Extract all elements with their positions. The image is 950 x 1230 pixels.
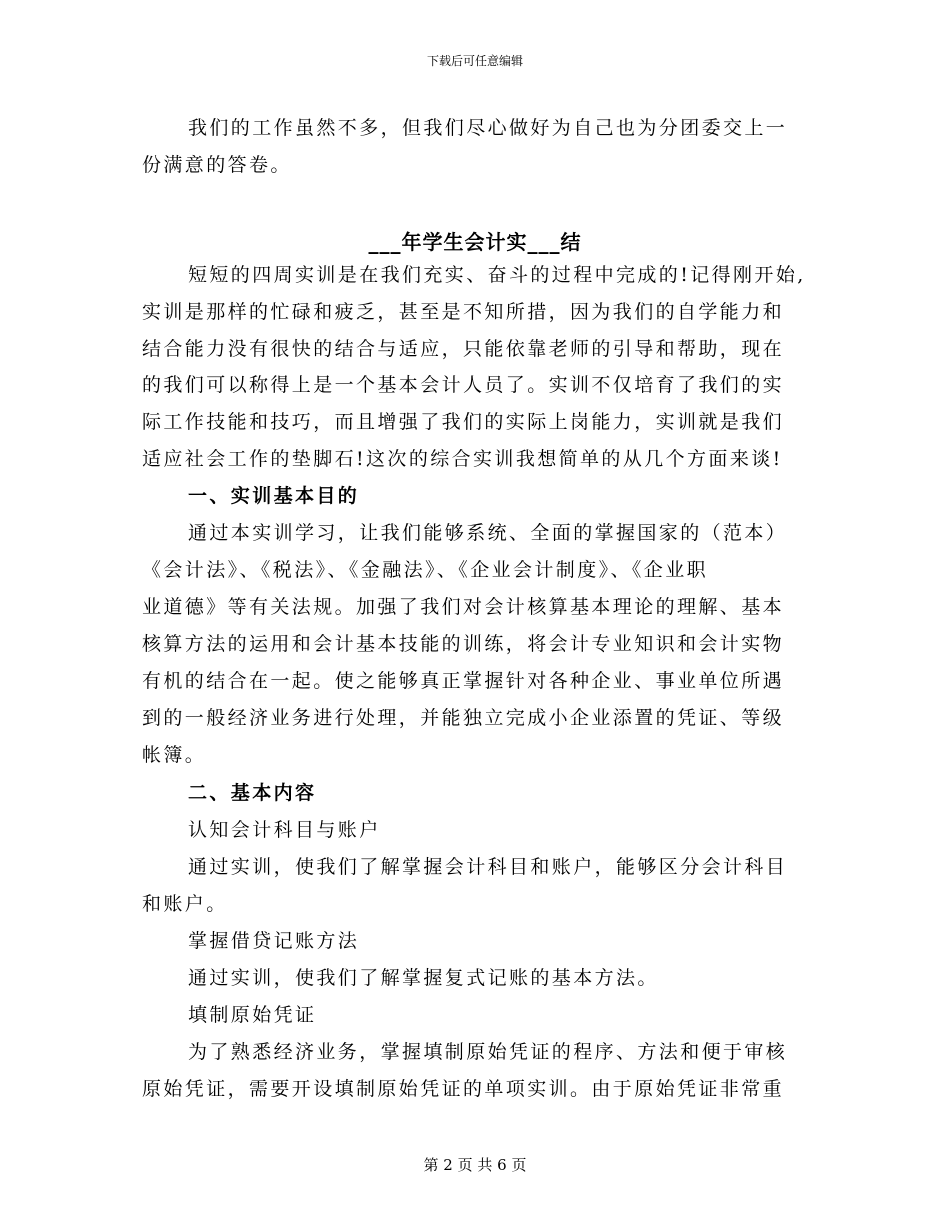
paragraph-line: 有机的结合在一起。使之能够真正掌握针对各种企业、事业单位所遇 — [142, 670, 785, 692]
paragraph-line: 通过实训，使我们了解掌握会计科目和账户，能够区分会计科目 — [188, 856, 788, 878]
paragraph-line: 为了熟悉经济业务，掌握填制原始凭证的程序、方法和便于审核 — [188, 1041, 788, 1063]
paragraph-line: 的我们可以称得上是一个基本会计人员了。实训不仅培育了我们的实 — [142, 374, 785, 396]
paragraph-line: 通过实训，使我们了解掌握复式记账的基本方法。 — [188, 967, 659, 989]
paragraph-line: 原始凭证，需要开设填制原始凭证的单项实训。由于原始凭证非常重 — [142, 1078, 785, 1100]
intro-line: 我们的工作虽然不多，但我们尽心做好为自己也为分团委交上一 — [188, 117, 788, 139]
paragraph-line: 短短的四周实训是在我们充实、奋斗的过程中完成的!记得刚开始, — [188, 264, 806, 286]
document-title: ___年学生会计实___结 — [368, 230, 582, 254]
page-header: 下载后可任意编辑 — [426, 54, 523, 68]
paragraph-line: 际工作技能和技巧，而且增强了我们的实际上岗能力，实训就是我们 — [142, 411, 785, 433]
paragraph-line: 结合能力没有很快的结合与适应，只能依靠老师的引导和帮助，现在 — [142, 338, 785, 360]
section-heading: 二、基本内容 — [188, 782, 317, 804]
paragraph-line: 通过本实训学习，让我们能够系统、全面的掌握国家的（范本） — [188, 522, 788, 544]
paragraph-line: 业道德》等有关法规。加强了我们对会计核算基本理论的理解、基本 — [142, 596, 785, 618]
subsection-title: 填制原始凭证 — [188, 1004, 317, 1026]
page-number: 第 2 页 共 6 页 — [423, 1156, 527, 1174]
paragraph-line: 实训是那样的忙碌和疲乏，甚至是不知所措，因为我们的自学能力和 — [142, 301, 785, 323]
paragraph-line: 到的一般经济业务进行处理，并能独立完成小企业添置的凭证、等级 — [142, 707, 785, 729]
paragraph-line: 核算方法的运用和会计基本技能的训练，将会计专业知识和会计实物 — [142, 633, 785, 655]
intro-line: 份满意的答卷。 — [142, 154, 292, 176]
paragraph-line: 帐簿。 — [142, 744, 207, 766]
section-heading: 一、实训基本目的 — [188, 485, 360, 507]
paragraph-line: 《会计法》、《税法》、《金融法》、《企业会计制度》、《企业职 — [142, 559, 709, 581]
subsection-title: 认知会计科目与账户 — [188, 819, 381, 841]
paragraph-line: 和账户。 — [142, 893, 228, 915]
subsection-title: 掌握借贷记账方法 — [188, 930, 360, 952]
paragraph-line: 适应社会工作的垫脚石!这次的综合实训我想简单的从几个方面来谈! — [142, 448, 783, 470]
